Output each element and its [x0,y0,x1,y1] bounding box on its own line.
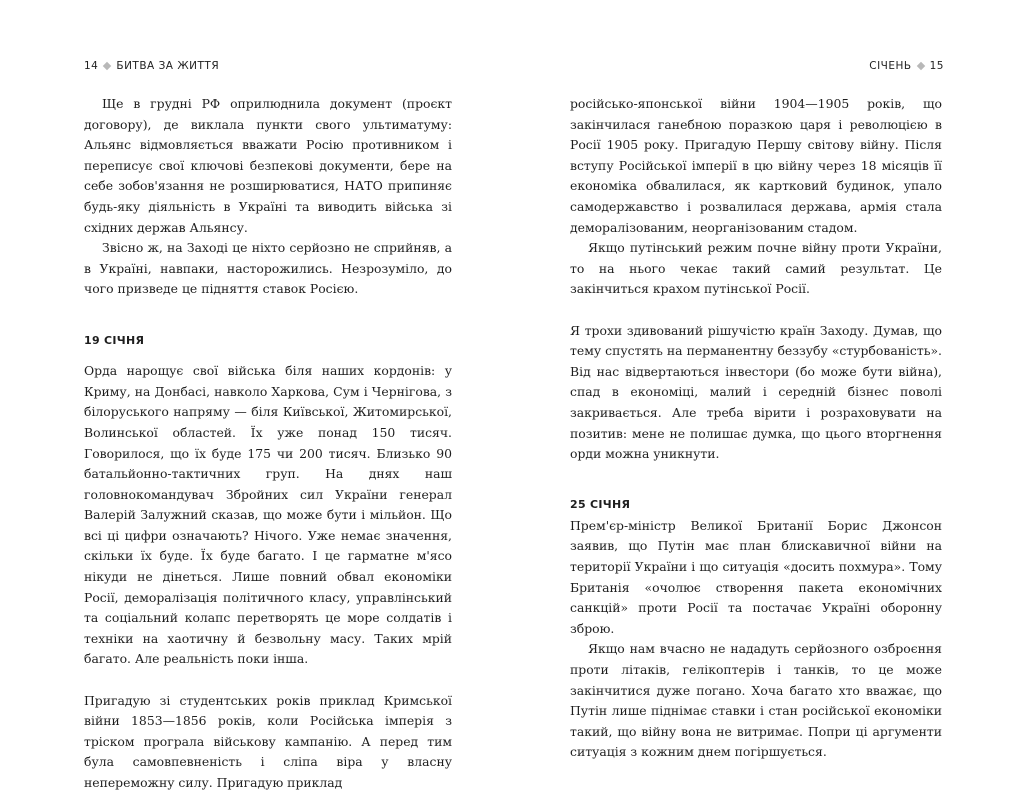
section-gap [84,321,452,331]
left-page-text [84,94,452,794]
paragraph: Пригадую зі студентських років приклад Кримської війни 1853—1856 років, коли Російська імперія з тріском програла військову кампанію. А перед тим була самовпевненість і сліпа віра у власну непереможну силу. Пригадую приклад [84,692,452,790]
right-running-header [869,60,944,72]
section-gap [570,465,942,486]
right-page [512,0,1024,760]
paragraph: Якщо нам вчасно не нададуть серйозного озброєння проти літаків, гелікоптерів і танків, то це може закінчитися дуже погано. Хоча багато хто вважає, що Путін лише піднімає ставки і стан російської економіки такий, що війну вона не витримає. Попри ці аргументи ситуація з кожним днем погіршується. [570,641,942,760]
diamond-ornament-icon [916,62,924,70]
running-title: БИТВА ЗА ЖИТТЯ [116,60,220,72]
paragraph: Прем'єр-міністр Великої Британії Борис Джонсон заявив, що Путін має план блискавичної війни на території України і що ситуація «досить похмура». Тому Британія «очолює створення пакета економічних санкцій» проти Росії та постачає Україні оборонну зброю. [570,517,942,636]
left-running-header [84,60,219,72]
section-heading: 25 СІЧНЯ [570,498,631,512]
page-number: 15 [929,60,944,72]
paragraph: Я трохи здивований рішучістю країн Заходу. Думав, що тему спустять на перманентну беззубу «стурбованість». Від нас відвертаються інвестори (бо може бути війна), спад в економіці, малий і середній бізнес поволі закривається. Але треба вірити і розраховувати на позитив: мене не полишає думка, що цього вторгнення орди можна уникнути. [570,322,942,462]
right-page-text [570,94,942,763]
paragraph: російсько-японської війни 1904—1905 років, що закінчилася ганебною поразкою царя і революцією в Росії 1905 року. Пригадую Першу світову війну. Після вступу Російської імперії в цю війну через 18 місяців її економіка обвалилася, як картковий будинок, упало самодержавство і розвалилася держава, армія стала деморалізованим, неорганізованим стадом. [570,96,942,235]
paragraph: Якщо путінський режим почне війну проти України, то на нього чекає такий самий результат. Це закінчиться крахом путінської Росії. [570,240,942,297]
section-heading: 19 СІЧНЯ [84,333,145,347]
section-gap [570,300,942,321]
section-gap [570,485,942,495]
section-gap [84,351,452,361]
page-number: 14 [84,60,99,72]
diamond-ornament-icon [103,62,111,70]
section-gap [84,670,452,691]
running-title: СІЧЕНЬ [869,60,912,72]
paragraph: Орда нарощує свої війська біля наших кордонів: у Криму, на Донбасі, навколо Харкова, Сум і Чернігова, з білоруського напряму — біля Київської, Житомирської, Волинської областей. Їх уже понад 150 тисяч. Говорилося, що їх буде 175 чи 200 тисяч. Близько 90 батальйонно-тактичних груп. На днях наш головнокомандувач Збройних сил України генерал Валерій Залужний сказав, що може бути і мільйон. Що всі ці цифри означають? Нічого. Уже немає значення, скільки їх буде. Їх буде багато. І це гарматне м'ясо нікуди не дінеться. Лише повний обвал економіки Росії, деморалізація політичного класу, управлінський та соціальний колапс перетворять це море солдатів і техніки на хаотичну й безвольну масу. Таких мрій багато. Але реальність поки інша. [84,363,452,667]
paragraph: Ще в грудні РФ оприлюднила документ (проєкт договору), де виклала пункти свого ультиматуму: Альянс відмовляється вважати Росію противником і переписує свої ключові безпекові документи, бере на себе зобов'язання не розширюватися, НАТО припиняє будь-яку діяльність в Україні та виводить війська зі східних держав Альянсу. [84,96,452,235]
left-page [0,0,512,790]
section-gap [84,300,452,321]
paragraph: Звісно ж, на Заході це ніхто серйозно не сприйняв, а в Україні, навпаки, насторожились. Незрозуміло, до чого призведе це підняття ставок Росією. [84,240,452,297]
